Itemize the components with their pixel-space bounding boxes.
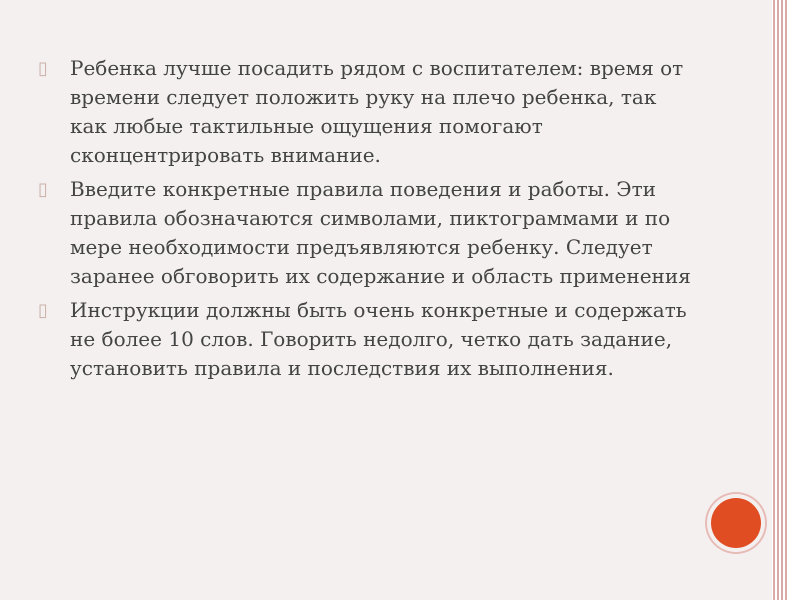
right-border-line xyxy=(785,0,787,600)
bullet-text: Ребенка лучше посадить рядом с воспитателем: время от времени следует положить руку на плечо ребенка, так как любые тактильные ощущения помогают сконцентрировать внимание. xyxy=(70,56,684,167)
page-icon: ▯ xyxy=(38,300,48,321)
page-icon: ▯ xyxy=(38,58,48,79)
bullet-text: Инструкции должны быть очень конкретные и содержать не более 10 слов. Говорить недолго, четко дать задание, установить правила и последствия их выполнения. xyxy=(70,298,687,380)
bullet-list xyxy=(38,54,698,388)
page-icon: ▯ xyxy=(38,179,48,200)
right-border-line xyxy=(777,0,779,600)
bullet-text: Введите конкретные правила поведения и работы. Эти правила обозначаются символами, пиктограммами и по мере необходимости предъявляются ребенку. Следует заранее обговорить их содержание и область применения xyxy=(70,177,691,288)
bullet-item xyxy=(38,54,698,170)
decorative-circle xyxy=(711,498,761,548)
bullet-item xyxy=(38,296,698,383)
right-border-line xyxy=(781,0,783,600)
right-border-line xyxy=(773,0,775,600)
bullet-item xyxy=(38,175,698,291)
